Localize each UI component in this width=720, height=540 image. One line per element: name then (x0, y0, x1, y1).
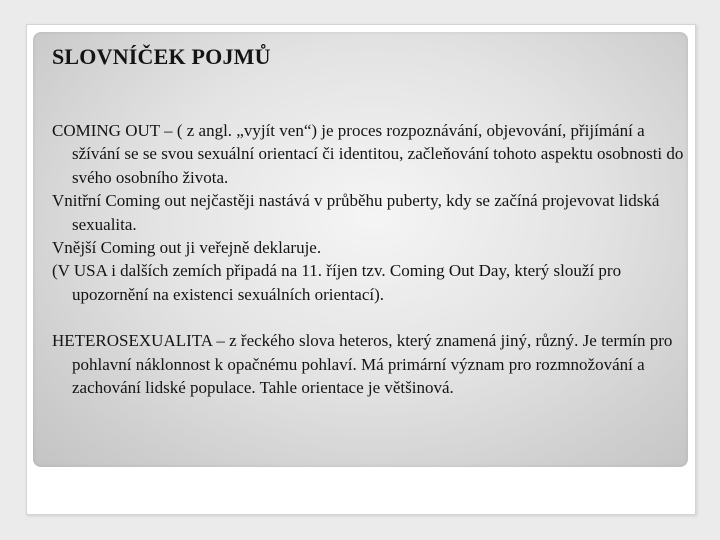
paragraph-external-coming-out: Vnější Coming out ji veřejně deklaruje. (52, 238, 322, 258)
slide-body (52, 119, 684, 399)
paragraph-coming-out-day: (V USA i dalších zemích připadá na 11. říjen tzv. Coming Out Day, který slouží pro upozornění na existenci sexuálních orientací). (52, 261, 622, 304)
paragraph-heterosexuality-definition: HETEROSEXUALITA – z řeckého slova heteros, který znamená jiný, různý. Je termín pro pohlavní náklonnost k opačnému pohlaví. Má primární význam pro rozmnožování a zachování lidské populace. Tahle orientace je většinová. (52, 331, 673, 398)
slide-title: SLOVNÍČEK POJMŮ (52, 44, 271, 69)
paragraph-internal-coming-out: Vnitřní Coming out nejčastěji nastává v průběhu puberty, kdy se začíná projevovat lidská sexualita. (52, 191, 660, 234)
paragraph-coming-out-definition: COMING OUT – ( z angl. „vyjít ven“) je proces rozpoznávání, objevování, přijímání a sžívání se se svou sexuální orientací či identitou, začleňování tohoto aspektu osobnosti do svého osobního života. (52, 121, 684, 187)
